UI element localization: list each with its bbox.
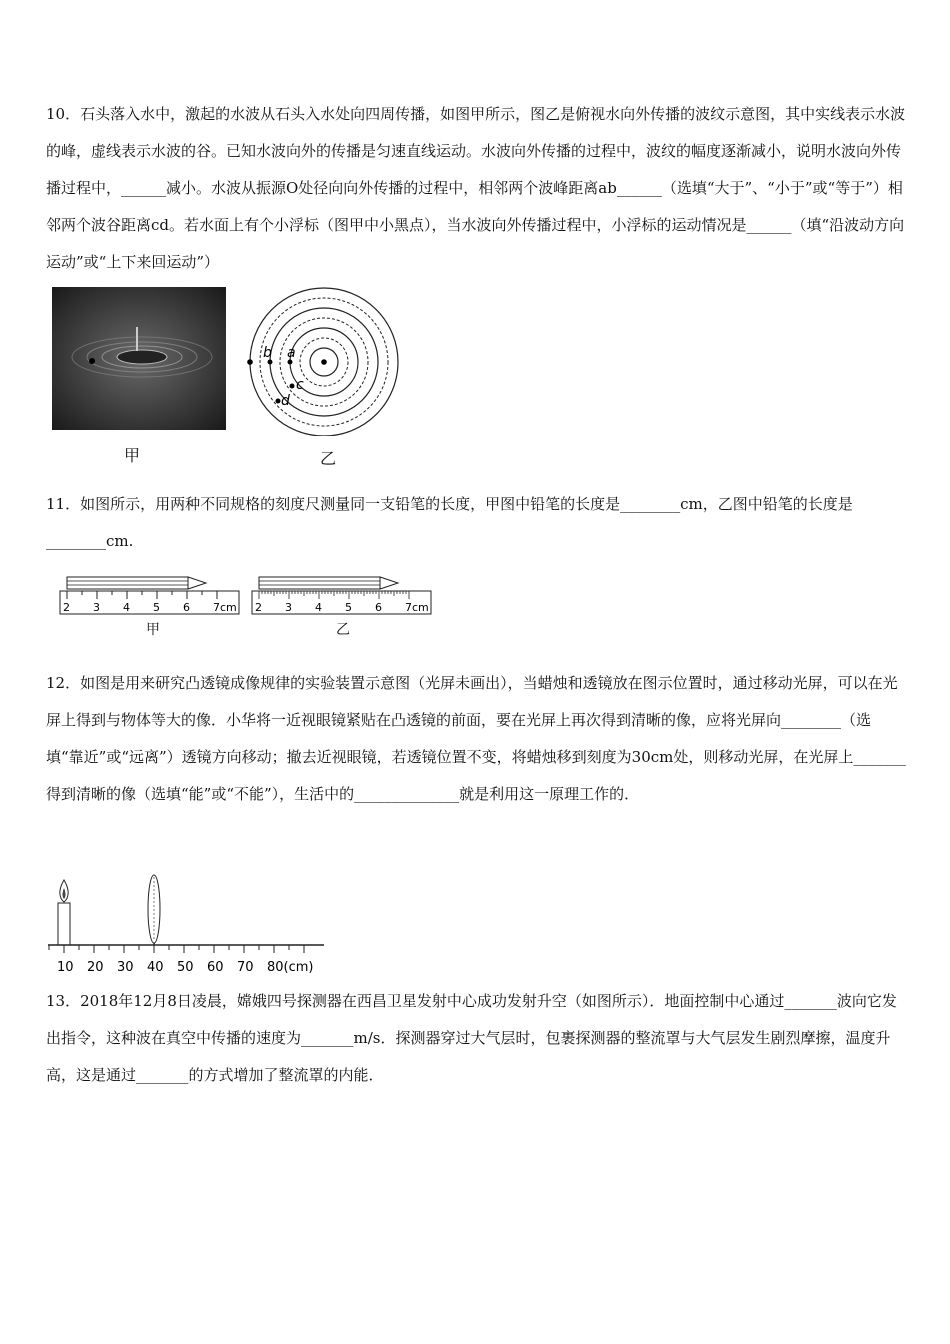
bench-tick-10: 10 xyxy=(57,960,74,975)
ruler-figure-a xyxy=(58,574,243,624)
water-ripple-photo-svg xyxy=(52,287,226,430)
tick-7cm: 7cm xyxy=(405,601,429,614)
bench-tick-30: 30 xyxy=(117,960,134,975)
bench-tick-40: 40 xyxy=(147,960,164,975)
pencil-tip xyxy=(380,577,398,589)
optical-bench-figure xyxy=(44,872,330,978)
tick-5: 5 xyxy=(345,601,352,614)
figure-11b-caption: 乙 xyxy=(336,622,350,638)
question-11-text: 11．如图所示，用两种不同规格的刻度尺测量同一支铅笔的长度，甲图中铅笔的长度是________cm，乙图中铅笔的长度是________cm. xyxy=(46,495,853,550)
tick-7cm: 7cm xyxy=(213,601,237,614)
pencil-tip xyxy=(188,577,206,589)
tick-2: 2 xyxy=(255,601,262,614)
tick-4: 4 xyxy=(315,601,322,614)
bench-tick-80cm: 80(cm) xyxy=(267,960,314,975)
figure-11a-caption: 甲 xyxy=(146,622,160,638)
ruler-b-svg xyxy=(250,574,435,624)
label-a: a xyxy=(287,345,296,361)
question-13-text: 13．2018年12月8日凌晨，嫦娥四号探测器在西昌卫星发射中心成功发射升空（如图所示）．地面控制中心通过_______波向它发出指令，这种波在真空中传播的速度为_______m/s．探测器穿过大气层时，包裹探测器的整流罩与大气层发生剧烈摩擦，温度升高，这是通过_______的方式增加了整流罩的内能． xyxy=(46,992,897,1084)
label-b: b xyxy=(263,345,272,361)
pencil-body xyxy=(67,577,188,589)
point-d xyxy=(276,399,281,404)
tick-3: 3 xyxy=(93,601,100,614)
ruler-figure-b xyxy=(250,574,435,624)
optical-bench-svg xyxy=(44,872,330,978)
tick-4: 4 xyxy=(123,601,130,614)
candle-body xyxy=(58,903,70,945)
pencil-body xyxy=(259,577,380,589)
bench-tick-20: 20 xyxy=(87,960,104,975)
bench-tick-60: 60 xyxy=(207,960,224,975)
float-point xyxy=(247,359,253,365)
tick-6: 6 xyxy=(375,601,382,614)
wave-circles-diagram xyxy=(245,286,405,436)
tick-6: 6 xyxy=(183,601,190,614)
bench-tick-70: 70 xyxy=(237,960,254,975)
tick-2: 2 xyxy=(63,601,70,614)
water-ripple-photo xyxy=(52,287,226,430)
bench-tick-50: 50 xyxy=(177,960,194,975)
label-c: c xyxy=(296,377,304,393)
figure-10b-caption: 乙 xyxy=(320,449,337,468)
label-d: d xyxy=(281,393,290,409)
source-point xyxy=(321,359,327,365)
figure-10a-caption: 甲 xyxy=(124,446,141,465)
ruler-a-svg xyxy=(58,574,243,624)
question-12-text: 12．如图是用来研究凸透镜成像规律的实验装置示意图（光屏未画出），当蜡烛和透镜放在图示位置时，通过移动光屏，可以在光屏上得到与物体等大的像．小华将一近视眼镜紧贴在凸透镜的前面，要在光屏上再次得到清晰的像，应将光屏向________（选填“靠近”或“远离”）透镜方向移动；撤去近视眼镜，若透镜位置不变，将蜡烛移到刻度为30cm处，则移动光屏，在光屏上_______得到清晰的像（选填“能”或“不能”），生活中的______________就是利用这一原理工作的． xyxy=(46,674,906,803)
tick-5: 5 xyxy=(153,601,160,614)
tick-3: 3 xyxy=(285,601,292,614)
point-c xyxy=(290,384,295,389)
wave-circles-svg xyxy=(245,286,405,436)
question-10-text: 10．石头落入水中，激起的水波从石头入水处向四周传播，如图甲所示，图乙是俯视水向外传播的波纹示意图，其中实线表示水波的峰，虚线表示水波的谷。已知水波向外的传播是匀速直线运动。水波向外传播的过程中，波纹的幅度逐渐减小，说明水波向外传播过程中，______减小。水波从振源O处径向向外传播的过程中，相邻两个波峰距离ab______（选填“大于”、“小于”或“等于”）相邻两个波谷距离cd。若水面上有个小浮标（图甲中小黑点），当水波向外传播过程中，小浮标的运动情况是______（填“沿波动方向运动”或“上下来回运动”） xyxy=(46,105,906,271)
